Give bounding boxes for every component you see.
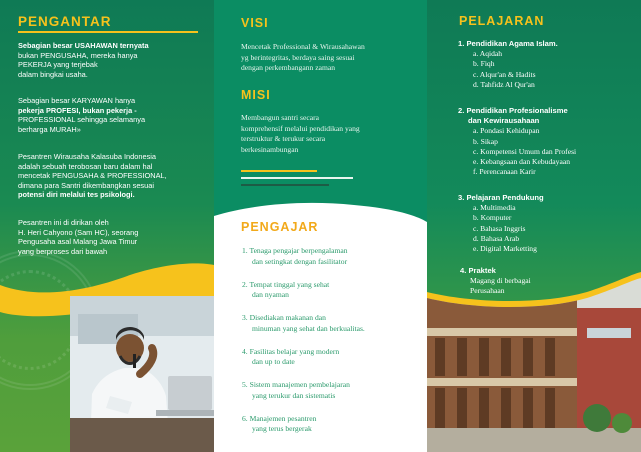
pengantar-paragraph-3: Pesantren Wirausaha Kalasuba Indonesia adalah sebuah terobosan baru dalam hal mencetak PENGUSAHA & PROFESSIONAL, dimana para Santri dikembangkan sesuai potensi diri melalui tes psikologi. bbox=[18, 152, 167, 200]
founder-photo bbox=[70, 296, 214, 452]
curriculum-section-4: 4. Praktek Magang di berbagai Perusahaan bbox=[460, 266, 531, 296]
visi-title: VISI bbox=[241, 16, 269, 30]
pengajar-title: PENGAJAR bbox=[241, 220, 319, 234]
list-item: 5. Sistem manajemen pembelajaran yang terukur dan sistematis bbox=[242, 380, 350, 400]
divider-yellow bbox=[241, 170, 317, 172]
pengantar-panel bbox=[0, 0, 214, 452]
visi-text: Mencetak Professional & Wirausahawan yg berintegritas, berdaya saing sesuai dengan perkembangann zaman bbox=[241, 42, 365, 72]
curriculum-section-3: 3. Pelajaran Pendukung a. Multimedia b. Komputer c. Bahasa Inggris d. Bahasa Arab e. Digital Marketting bbox=[458, 193, 544, 254]
pengantar-paragraph-4: Pesantren ini di dirikan oleh H. Heri Cahyono (Sam HC), seorang Pengusaha asal Malang Jawa Timur yang berproses dari bawah bbox=[18, 218, 139, 256]
list-item: 6. Manajemen pesantren yang terus bergerak bbox=[242, 413, 317, 433]
list-item: 2. Tempat tinggal yang sehat dan nyaman bbox=[242, 279, 330, 299]
pelajaran-panel bbox=[427, 0, 641, 452]
misi-title: MISI bbox=[241, 88, 271, 102]
pelajaran-title: PELAJARAN bbox=[459, 14, 545, 28]
visi-misi-panel bbox=[214, 0, 427, 452]
pengajar-list bbox=[242, 246, 427, 447]
list-item: 3. Disediakan makanan dan minuman yang sehat dan berkualitas. bbox=[242, 313, 365, 333]
pengantar-paragraph-1: Sebagian besar USAHAWAN ternyata bukan PENGUSAHA, mereka hanya PEKERJA yang terjebak dalam bingkai usaha. bbox=[18, 41, 149, 79]
misi-text: Membangun santri secara komprehensif melalui pendidikan yang terstruktur & terukur secara berkesinambungan bbox=[241, 113, 360, 154]
curriculum-section-2: 2. Pendidikan Profesionalisme dan Kewirausahaan a. Pondasi Kehidupan b. Sikap c. Kompetensi Umum dan Profesi e. Kebangsaan dan Kebudayaan f. Perencanaan Karir bbox=[458, 106, 577, 177]
curriculum-section-1: 1. Pendidikan Agama Islam. a. Aqidah b. Fiqh c. Alqur'an & Hadits d. Tahfidz Al Qur'an bbox=[458, 39, 558, 89]
list-item: 4. Fasilitas belajar yang modern dan up to date bbox=[242, 346, 340, 366]
divider-dark bbox=[241, 184, 329, 186]
list-item: 1. Tenaga pengajar berpengalaman dan setingkat dengan fasilitator bbox=[242, 246, 348, 266]
divider-white bbox=[241, 177, 353, 179]
pengantar-title: PENGANTAR bbox=[18, 14, 112, 29]
pesantren-building-photo bbox=[427, 268, 641, 452]
pengantar-paragraph-2: Sebagian besar KARYAWAN hanya pekerja PROFESI, bukan pekerja - PROFESSIONAL sehingga selamanya berharga MURAH» bbox=[18, 96, 146, 134]
